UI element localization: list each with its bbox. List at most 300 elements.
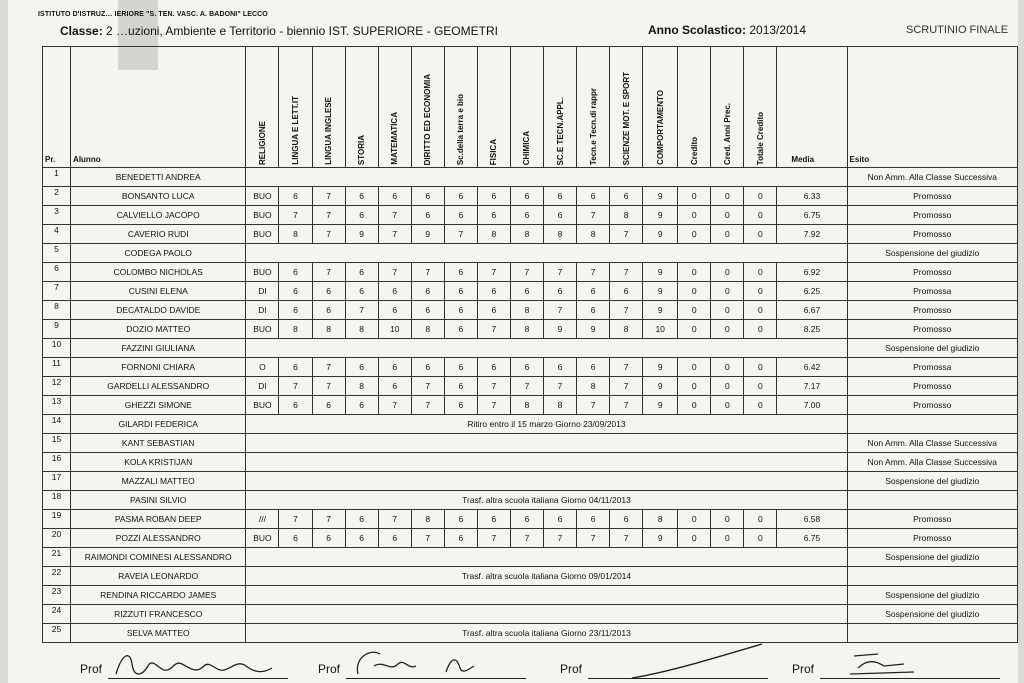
grade-cell: 0 <box>744 206 777 225</box>
grade-cell: 6 <box>543 510 576 529</box>
grade-cell: 9 <box>411 225 444 244</box>
grade-cell: 7 <box>610 358 643 377</box>
student-name: BENEDETTI ANDREA <box>71 168 246 187</box>
header-subject: COMPORTAMENTO <box>643 47 678 168</box>
table-row <box>43 358 1018 377</box>
student-name: RAIMONDI COMINESI ALESSANDRO <box>71 548 246 567</box>
student-name: CAVERIO RUDI <box>71 225 246 244</box>
student-name: GARDELLI ALESSANDRO <box>71 377 246 396</box>
grade-cell: 9 <box>543 320 576 339</box>
grade-cell: BUO <box>246 529 279 548</box>
table-row <box>43 301 1018 320</box>
grade-cell: 6 <box>477 206 510 225</box>
row-number: 2 <box>43 187 71 206</box>
grade-cell: 6 <box>444 377 477 396</box>
student-name: COLOMBO NICHOLAS <box>71 263 246 282</box>
header-name: Alunno <box>71 47 246 168</box>
prof-label-2: Prof <box>318 662 341 676</box>
grade-cell: 9 <box>345 225 378 244</box>
grade-cell: BUO <box>246 263 279 282</box>
grade-cell: 0 <box>678 377 711 396</box>
grade-cell: 0 <box>744 187 777 206</box>
grade-cell: 0 <box>711 225 744 244</box>
grade-cell: 6 <box>345 510 378 529</box>
prof-label-1: Prof <box>80 662 103 676</box>
esito-cell: Promossa <box>847 358 1017 377</box>
note-cell <box>246 244 847 263</box>
grade-cell: 10 <box>378 320 411 339</box>
note-cell <box>246 434 847 453</box>
table-row <box>43 510 1018 529</box>
esito-cell: Promosso <box>847 187 1017 206</box>
table-row <box>43 187 1018 206</box>
grade-cell: 8 <box>345 320 378 339</box>
grade-cell: O <box>246 358 279 377</box>
grade-cell: 8 <box>510 301 543 320</box>
grade-cell: 6 <box>345 263 378 282</box>
grade-cell: 0 <box>744 263 777 282</box>
esito-cell: Sospensione del giudizio <box>847 586 1017 605</box>
class-value: 2 …uzioni, Ambiente e Territorio - biennio IST. SUPERIORE - GEOMETRI <box>106 24 498 38</box>
grade-cell: 7 <box>345 301 378 320</box>
grade-cell: 7 <box>444 225 477 244</box>
grade-cell: 6 <box>279 529 312 548</box>
note-cell: Ritiro entro il 15 marzo Giorno 23/09/2013 <box>246 415 847 434</box>
table-row <box>43 529 1018 548</box>
grade-cell: DI <box>246 301 279 320</box>
grade-cell: 0 <box>711 377 744 396</box>
grade-cell: 0 <box>744 282 777 301</box>
student-name: PASMA ROBAN DEEP <box>71 510 246 529</box>
grade-cell: 6 <box>411 282 444 301</box>
note-cell: Trasf. altra scuola italiana Giorno 23/11/2013 <box>246 624 847 643</box>
grade-cell: 9 <box>643 358 678 377</box>
student-name: RAVEIA LEONARDO <box>71 567 246 586</box>
signature-line-4 <box>820 678 1000 679</box>
esito-cell: Promosso <box>847 320 1017 339</box>
header-nr: Pr. <box>43 47 71 168</box>
grade-cell: 7 <box>279 510 312 529</box>
grade-cell: 8 <box>477 225 510 244</box>
note-cell <box>246 168 847 187</box>
document-title: SCRUTINIO FINALE <box>906 24 1009 36</box>
grade-cell: 9 <box>643 396 678 415</box>
student-name: CUSINI ELENA <box>71 282 246 301</box>
esito-cell: Promosso <box>847 225 1017 244</box>
row-number: 17 <box>43 472 71 491</box>
student-name: CODEGA PAOLO <box>71 244 246 263</box>
grade-cell: 6 <box>510 358 543 377</box>
grade-cell: 6 <box>477 510 510 529</box>
grade-cell: 7 <box>477 263 510 282</box>
table-row <box>43 453 1018 472</box>
row-number: 10 <box>43 339 71 358</box>
table-row <box>43 377 1018 396</box>
header-subject: Sc.della terra e bio <box>444 47 477 168</box>
grade-cell: 8 <box>345 377 378 396</box>
class-label: Classe: <box>60 24 103 38</box>
note-cell <box>246 339 847 358</box>
grade-cell: 7 <box>477 377 510 396</box>
header-subject: FISICA <box>477 47 510 168</box>
table-row <box>43 263 1018 282</box>
header-subject: Cred. Anni Prec. <box>711 47 744 168</box>
grade-cell: 7 <box>411 263 444 282</box>
grade-cell: 6 <box>444 510 477 529</box>
grade-cell: 6 <box>312 301 345 320</box>
grade-cell: 0 <box>678 396 711 415</box>
grade-cell: 6 <box>279 358 312 377</box>
grade-cell: 6 <box>444 358 477 377</box>
student-name: MAZZALI MATTEO <box>71 472 246 491</box>
header-subject: LINGUA INGLESE <box>312 47 345 168</box>
grade-cell: 9 <box>643 377 678 396</box>
grade-cell: 8 <box>643 510 678 529</box>
grade-cell: 6 <box>543 187 576 206</box>
row-number: 13 <box>43 396 71 415</box>
table-row <box>43 567 1018 586</box>
grade-cell: 10 <box>643 320 678 339</box>
grade-cell: 8 <box>279 225 312 244</box>
grade-cell: 8 <box>411 320 444 339</box>
signature-2 <box>350 644 520 680</box>
note-cell <box>246 548 847 567</box>
table-row <box>43 548 1018 567</box>
grade-cell: 6 <box>610 510 643 529</box>
grade-cell: 7 <box>543 529 576 548</box>
row-number: 9 <box>43 320 71 339</box>
student-name: KOLA KRISTIJAN <box>71 453 246 472</box>
signature-4 <box>844 648 924 678</box>
media-cell: 6.33 <box>777 187 847 206</box>
grade-cell: /// <box>246 510 279 529</box>
grade-cell: 8 <box>577 377 610 396</box>
prof-label-3: Prof <box>560 662 583 676</box>
grade-cell: 7 <box>312 225 345 244</box>
grade-cell: 6 <box>279 396 312 415</box>
grade-cell: 7 <box>610 301 643 320</box>
grade-cell: 7 <box>378 510 411 529</box>
esito-cell: Non Amm. Alla Classe Successiva <box>847 434 1017 453</box>
grade-cell: 7 <box>510 263 543 282</box>
esito-cell: Sospensione del giudizio <box>847 548 1017 567</box>
media-cell: 6.67 <box>777 301 847 320</box>
student-name: RIZZUTI FRANCESCO <box>71 605 246 624</box>
grade-cell: 0 <box>744 529 777 548</box>
note-cell: Trasf. altra scuola italiana Giorno 04/11/2013 <box>246 491 847 510</box>
esito-cell: Non Amm. Alla Classe Successiva <box>847 453 1017 472</box>
grade-cell: 0 <box>711 396 744 415</box>
grade-cell: 7 <box>477 529 510 548</box>
grade-cell: 7 <box>610 396 643 415</box>
row-number: 22 <box>43 567 71 586</box>
grade-cell: 8 <box>577 225 610 244</box>
table-row <box>43 244 1018 263</box>
grade-cell: 6 <box>411 206 444 225</box>
row-number: 21 <box>43 548 71 567</box>
grade-cell: 7 <box>312 358 345 377</box>
report-sheet <box>8 0 1018 683</box>
grade-cell: 6 <box>279 301 312 320</box>
signature-1 <box>112 646 282 680</box>
grade-cell: 8 <box>610 320 643 339</box>
grade-cell: 6 <box>279 282 312 301</box>
esito-cell: Sospensione del giudizio <box>847 605 1017 624</box>
grade-cell: 7 <box>577 206 610 225</box>
grade-cell: 6 <box>345 529 378 548</box>
grade-cell: 0 <box>744 510 777 529</box>
student-name: BONSANTO LUCA <box>71 187 246 206</box>
student-name: FORNONI CHIARA <box>71 358 246 377</box>
grade-cell: 0 <box>744 396 777 415</box>
grade-cell: 6 <box>577 358 610 377</box>
grade-cell: BUO <box>246 206 279 225</box>
table-row <box>43 206 1018 225</box>
grade-cell: 6 <box>510 187 543 206</box>
note-cell <box>246 453 847 472</box>
grade-cell: 6 <box>378 282 411 301</box>
row-number: 1 <box>43 168 71 187</box>
grade-cell: 7 <box>378 206 411 225</box>
esito-cell: Promossa <box>847 282 1017 301</box>
grade-cell: 0 <box>711 529 744 548</box>
grade-cell: 9 <box>643 206 678 225</box>
header-subject: SCIENZE MOT. E SPORT <box>610 47 643 168</box>
grade-cell: 6 <box>577 510 610 529</box>
esito-cell <box>847 415 1017 434</box>
esito-cell: Sospensione del giudizio <box>847 472 1017 491</box>
note-cell <box>246 605 847 624</box>
grade-cell: 7 <box>610 377 643 396</box>
grade-cell: 0 <box>678 320 711 339</box>
table-row <box>43 396 1018 415</box>
esito-cell: Sospensione del giudizio <box>847 244 1017 263</box>
grade-cell: 0 <box>711 358 744 377</box>
grade-cell: 6 <box>577 187 610 206</box>
year-value: 2013/2014 <box>749 23 807 37</box>
grade-cell: 0 <box>678 301 711 320</box>
row-number: 3 <box>43 206 71 225</box>
grade-cell: 7 <box>378 225 411 244</box>
grade-cell: 9 <box>643 529 678 548</box>
grade-cell: 6 <box>411 187 444 206</box>
grade-cell: 8 <box>510 225 543 244</box>
grade-cell: 0 <box>678 225 711 244</box>
year-label: Anno Scolastico: <box>648 23 747 37</box>
row-number: 19 <box>43 510 71 529</box>
table-body <box>43 168 1018 643</box>
grade-cell: 6 <box>477 282 510 301</box>
grade-cell: 0 <box>744 301 777 320</box>
grade-cell: 9 <box>643 282 678 301</box>
grade-cell: 6 <box>345 396 378 415</box>
header-subject: DIRITTO ED ECONOMIA <box>411 47 444 168</box>
grade-cell: 9 <box>643 301 678 320</box>
esito-cell: Promosso <box>847 529 1017 548</box>
grade-cell: BUO <box>246 396 279 415</box>
grade-cell: 6 <box>378 529 411 548</box>
grade-cell: 0 <box>744 358 777 377</box>
row-number: 24 <box>43 605 71 624</box>
student-name: GHEZZI SIMONE <box>71 396 246 415</box>
header-subject: Totale Credito <box>744 47 777 168</box>
note-cell <box>246 472 847 491</box>
grade-cell: 6 <box>345 206 378 225</box>
media-cell: 8.25 <box>777 320 847 339</box>
grade-cell: 6 <box>543 282 576 301</box>
table-row <box>43 282 1018 301</box>
grade-cell: 9 <box>643 225 678 244</box>
table-row <box>43 225 1018 244</box>
student-name: DOZIO MATTEO <box>71 320 246 339</box>
grade-cell: 6 <box>577 282 610 301</box>
grade-cell: 0 <box>678 529 711 548</box>
esito-cell: Non Amm. Alla Classe Successiva <box>847 168 1017 187</box>
header-subject: LINGUA E LETT.IT <box>279 47 312 168</box>
grade-cell: 6 <box>444 206 477 225</box>
signature-area <box>8 640 1018 683</box>
grade-cell: 7 <box>378 263 411 282</box>
grade-cell: 7 <box>577 529 610 548</box>
grade-cell: 6 <box>279 263 312 282</box>
grade-cell: 8 <box>543 225 576 244</box>
grade-cell: 7 <box>610 263 643 282</box>
grade-cell: 8 <box>510 396 543 415</box>
grade-cell: 0 <box>678 187 711 206</box>
table-row <box>43 472 1018 491</box>
grade-cell: 7 <box>543 301 576 320</box>
grade-cell: 7 <box>477 320 510 339</box>
table-row <box>43 491 1018 510</box>
row-number: 20 <box>43 529 71 548</box>
grade-cell: 6 <box>543 206 576 225</box>
grade-cell: 7 <box>312 206 345 225</box>
grade-cell: 7 <box>510 377 543 396</box>
grade-cell: 7 <box>312 187 345 206</box>
media-cell: 6.92 <box>777 263 847 282</box>
grade-cell: 8 <box>610 206 643 225</box>
grade-cell: 9 <box>577 320 610 339</box>
header-subject: CHIMICA <box>510 47 543 168</box>
header-esito: Esito <box>847 47 1017 168</box>
grade-cell: 0 <box>678 358 711 377</box>
note-cell: Trasf. altra scuola italiana Giorno 09/01/2014 <box>246 567 847 586</box>
grade-cell: 6 <box>411 358 444 377</box>
grade-cell: 8 <box>411 510 444 529</box>
grade-cell: 0 <box>678 282 711 301</box>
grade-cell: 6 <box>444 282 477 301</box>
grade-cell: 7 <box>543 377 576 396</box>
grade-cell: 7 <box>312 510 345 529</box>
student-name: RENDINA RICCARDO JAMES <box>71 586 246 605</box>
row-number: 15 <box>43 434 71 453</box>
row-number: 12 <box>43 377 71 396</box>
header-subject: STORIA <box>345 47 378 168</box>
grade-cell: 0 <box>711 301 744 320</box>
media-cell: 7.17 <box>777 377 847 396</box>
grade-cell: 0 <box>711 320 744 339</box>
student-name: DECATALDO DAVIDE <box>71 301 246 320</box>
grade-cell: 6 <box>444 187 477 206</box>
grade-cell: 7 <box>279 206 312 225</box>
grade-cell: 6 <box>411 301 444 320</box>
esito-cell <box>847 567 1017 586</box>
esito-cell: Promosso <box>847 396 1017 415</box>
table-row <box>43 415 1018 434</box>
class-line <box>60 24 498 38</box>
grade-cell: 7 <box>411 377 444 396</box>
student-name: GILARDI FEDERICA <box>71 415 246 434</box>
table-row <box>43 339 1018 358</box>
grade-cell: 7 <box>411 396 444 415</box>
row-number: 6 <box>43 263 71 282</box>
row-number: 16 <box>43 453 71 472</box>
grade-cell: 6 <box>345 358 378 377</box>
esito-cell: Sospensione del giudizio <box>847 339 1017 358</box>
grade-cell: 0 <box>678 510 711 529</box>
grade-cell: 6 <box>543 358 576 377</box>
grade-cell: DI <box>246 377 279 396</box>
grade-cell: 6 <box>378 301 411 320</box>
grade-cell: 6 <box>477 301 510 320</box>
grade-cell: 0 <box>678 263 711 282</box>
table-row <box>43 168 1018 187</box>
header-media: Media <box>777 47 847 168</box>
header-subject: Tecn.e Tecn.di rappr <box>577 47 610 168</box>
grade-cell: 0 <box>711 263 744 282</box>
grade-cell: 9 <box>643 187 678 206</box>
esito-cell: Promosso <box>847 377 1017 396</box>
grade-cell: 7 <box>577 396 610 415</box>
grade-cell: 7 <box>510 529 543 548</box>
media-cell: 6.42 <box>777 358 847 377</box>
grade-cell: 7 <box>312 377 345 396</box>
grade-cell: 6 <box>610 282 643 301</box>
student-name: CALVIELLO JACOPO <box>71 206 246 225</box>
grade-cell: 6 <box>312 529 345 548</box>
grades-table <box>42 46 1018 643</box>
row-number: 4 <box>43 225 71 244</box>
grade-cell: 6 <box>312 282 345 301</box>
grade-cell: 0 <box>744 320 777 339</box>
grade-cell: BUO <box>246 225 279 244</box>
grade-cell: 0 <box>744 377 777 396</box>
esito-cell: Promosso <box>847 510 1017 529</box>
header-subject: SC.E TECN.APPL. <box>543 47 576 168</box>
header-subject: MATEMATICA <box>378 47 411 168</box>
grade-cell: 0 <box>711 510 744 529</box>
grade-cell: 8 <box>312 320 345 339</box>
student-name: SELVA MATTEO <box>71 624 246 643</box>
media-cell: 7.92 <box>777 225 847 244</box>
grade-cell: 7 <box>279 377 312 396</box>
grade-cell: 0 <box>711 282 744 301</box>
grade-cell: DI <box>246 282 279 301</box>
grade-cell: 6 <box>477 187 510 206</box>
grade-cell: 6 <box>444 396 477 415</box>
esito-cell: Promosso <box>847 206 1017 225</box>
grade-cell: 6 <box>378 358 411 377</box>
grade-cell: 7 <box>577 263 610 282</box>
school-name: ISTITUTO D'ISTRUZ… IERIORE "S. TEN. VASC. A. BADONI" LECCO <box>38 11 268 18</box>
media-cell: 6.25 <box>777 282 847 301</box>
grade-cell: 8 <box>279 320 312 339</box>
grade-cell: 0 <box>678 206 711 225</box>
grade-cell: 7 <box>411 529 444 548</box>
grade-cell: BUO <box>246 320 279 339</box>
header-subject: RELIGIONE <box>246 47 279 168</box>
grade-cell: 6 <box>477 358 510 377</box>
